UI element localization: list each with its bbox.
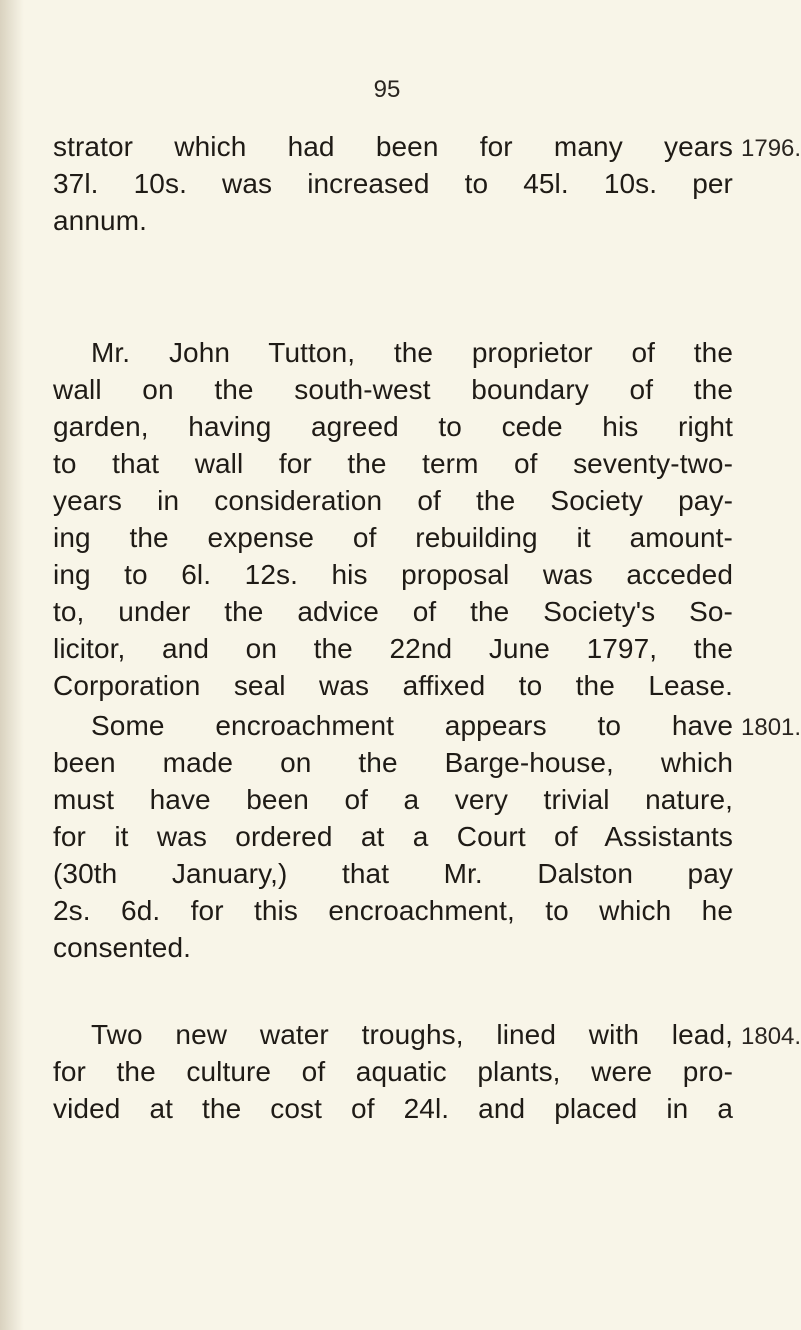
text-line: Corporation seal was affixed to the Lease. [53, 670, 733, 701]
text-line: ing to 6l. 12s. his proposal was acceded [53, 559, 733, 590]
text-line: for the culture of aquatic plants, were pro- [53, 1056, 733, 1087]
text-line: annum. [53, 205, 147, 236]
paragraph-4 [53, 1016, 733, 1127]
text-line: vided at the cost of 24l. and placed in a [53, 1093, 733, 1124]
margin-year-1796: 1796. [741, 135, 801, 162]
text-line: to that wall for the term of seventy-two- [53, 448, 733, 479]
margin-year-1801: 1801. [741, 714, 801, 741]
text-line: Some encroachment appears to have [91, 710, 733, 741]
page-number: 95 [373, 76, 401, 103]
text-line: must have been of a very trivial nature, [53, 784, 733, 815]
text-line: consented. [53, 932, 191, 963]
text-line: (30th January,) that Mr. Dalston pay [53, 858, 733, 889]
paragraph-2 [53, 334, 733, 704]
text-line: strator which had been for many years [53, 131, 733, 162]
text-line: 37l. 10s. was increased to 45l. 10s. per [53, 168, 733, 199]
text-line: for it was ordered at a Court of Assistants [53, 821, 733, 852]
paragraph-1 [53, 128, 733, 239]
page-gutter-shadow [0, 0, 24, 1330]
text-line: to, under the advice of the Society's So- [53, 596, 733, 627]
margin-year-1804: 1804. [741, 1023, 801, 1050]
text-line: Mr. John Tutton, the proprietor of the [91, 337, 733, 368]
text-line: garden, having agreed to cede his right [53, 411, 733, 442]
text-line: ing the expense of rebuilding it amount- [53, 522, 733, 553]
text-line: wall on the south-west boundary of the [53, 374, 733, 405]
text-line: been made on the Barge-house, which [53, 747, 733, 778]
text-line: years in consideration of the Society pay- [53, 485, 733, 516]
paragraph-3 [53, 707, 733, 966]
text-line: licitor, and on the 22nd June 1797, the [53, 633, 733, 664]
text-line: Two new water troughs, lined with lead, [91, 1019, 733, 1050]
text-line: 2s. 6d. for this encroachment, to which he [53, 895, 733, 926]
